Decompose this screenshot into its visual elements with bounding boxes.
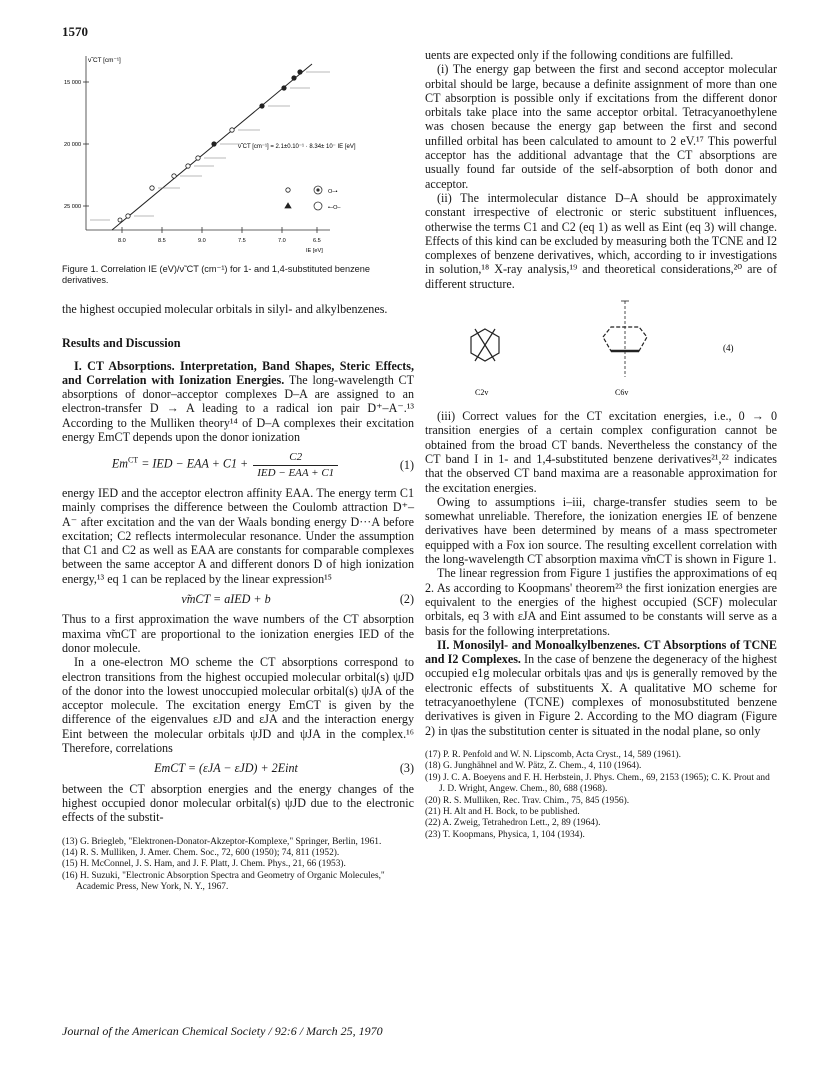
complex-structures	[425, 299, 777, 399]
x-tick-label: 9.0	[198, 238, 206, 244]
equation-number: (3)	[399, 761, 414, 776]
references-left	[62, 837, 414, 894]
equation-1	[62, 450, 414, 480]
paragraph: (ii) The intermolecular distance D–A should be approximately constant irrespective of electronic or steric substituent influences, otherwise the terms C1 and C2 (eq 1) as well as Eint (eq 3) will change. Effects of this kind can be excluded by measuring both the TCNE and I2 complexes of benzene derivatives, which, according to ir investigations in solution,¹⁸ X-ray analysis,¹⁹ and theoretical considerations,²⁰ are of different structure.	[425, 190, 777, 291]
data-point	[126, 214, 130, 218]
left-column	[62, 48, 414, 894]
reference: (22) A. Zweig, Tetrahedron Lett., 2, 89 (1964).	[425, 818, 601, 829]
x-tick-label: 7.5	[238, 238, 246, 244]
legend-label: •–O–	[328, 205, 341, 211]
paragraph: (i) The energy gap between the first and second acceptor molecular orbital should be large, because a definite assignment of more than one CT absorption is possible only if excitations from the different donor orbitals take place into the same acceptor orbital. Tetracyanoethylene was chosen because the energy gap between the first and second unfilled orbital has been calculated to amount to 2 eV.¹⁷ This powerful acceptor has the additional advantage that the CT absorptions are usually found far outside of the self-absorption of both donor and acceptor.	[425, 62, 777, 191]
legend-label: O–•	[328, 189, 338, 195]
equation-3	[62, 761, 414, 775]
paragraph	[62, 359, 414, 445]
equation-text: C2	[253, 450, 338, 465]
section-title: Results and Discussion	[62, 336, 181, 351]
legend-symbol	[314, 202, 322, 210]
right-column	[425, 48, 777, 841]
paragraph: Thus to a first approximation the wave numbers of the CT absorption maxima ν̃mCT are proportional to the ionization energies IED of the donor molecule.	[62, 612, 414, 655]
equation-text: ν̃mCT = aIED + b	[181, 592, 271, 607]
paragraph: uents are expected only if the following conditions are fulfilled.	[425, 48, 734, 62]
paragraph: energy IED and the acceptor electron affinity EAA. The energy term C1 mainly comprises the difference between the Coulomb attraction D⁺–A⁻ after excitation and the van der Waals bonding energy D···A before excitation; C2 reflects intermolecular resonance. Under the assumption that C1 and C2 as well as EAA are constants for comparable complexes between the same acceptor A and different donors D of high ionization energy,¹³ eq 1 can be replaced by the linear expression¹⁵	[62, 485, 414, 586]
equation-text: IED − EAA + C1	[257, 466, 335, 479]
data-point	[260, 104, 264, 108]
y-tick-label: 25 000	[64, 204, 82, 210]
regression-equation: ν̃ CT [cm⁻¹] = 2.1±0.10⁻¹ · 8.34± 10⁻ IE [eV]	[238, 144, 356, 150]
x-axis-label: IE [eV]	[306, 248, 323, 254]
equation-text: EmCT = (εJA − εJD) + 2Eint	[154, 761, 298, 776]
x-tick-label: 7.0	[278, 238, 286, 244]
equation-number: (4)	[723, 343, 734, 354]
equation-number: (2)	[399, 592, 414, 607]
paragraph: Owing to assumptions i–iii, charge-transfer studies seem to be somewhat unreliable. Therefore, the ionization energies IE of benzene derivatives have been determined by means of a mass spectrometer equipped with a Fox ion source. The resulting excellent correlation with the long-wavelength CT absorption maxima ν̃mCT is shown in Figure 1.	[425, 494, 777, 567]
data-point	[172, 174, 176, 178]
data-point	[118, 218, 122, 222]
y-axis-label: ν̃ CT [cm⁻¹]	[88, 57, 121, 64]
journal-footer: Journal of the American Chemical Society / 92:6 / March 25, 1970	[62, 1024, 383, 1038]
paragraph-text: In the case of benzene the degeneracy of the highest occupied e1g molecular orbitals ψas and ψs is generally removed by the electronic effects of substituents X. A qualitative MO scheme for tetracyanoethylene (TCNE) complexes of monosubstituted benzene derivatives is given in Figure 2. According to the MO diagram (Figure 2) in ψas the substitution center is situated in the nodal plane, so only	[425, 652, 777, 738]
paragraph-text: The long-wavelength CT absorptions of donor–acceptor complexes D–A are assigned to an electron-transfer D → A leading to a radical ion pair D⁺–A⁻.¹³ According to the Mulliken theory¹⁴ of D–A complexes their excitation energy EmCT depends upon the donor ionization	[62, 372, 415, 445]
data-point	[282, 86, 286, 90]
x-tick-label: 6.5	[313, 238, 321, 244]
x-tick-label: 8.5	[158, 238, 166, 244]
subsection-title: II. Monosilyl- and Monoalkylbenzenes. CT Absorptions of TCNE and I2 Complexes.	[425, 637, 777, 667]
paragraph: (iii) Correct values for the CT excitation energies, i.e., 0 → 0 transition energies of a certain complex configuration cannot be obtained from the broad CT bands. Nevertheless the constancy of the CT band I in 1- and 1,4-substituted benzene derivatives²¹,²² indicates that the observed CT band maxima are a reasonable approximation for the excitation energies.	[425, 409, 777, 495]
references-right	[425, 750, 777, 841]
reference: (18) G. Junghähnel and W. Pätz, Z. Chem., 4, 110 (1964).	[425, 761, 642, 772]
paragraph: In a one-electron MO scheme the CT absorptions correspond to electron transitions from the highest occupied molecular orbital(s) ψJD of the donor into the lowest unoccupied molecular orbital(s) ψJA of the acceptor molecule. The excitation energy EmCT is given by the difference of the eigenvalues εJD and εJA and the interaction energy Eint between the molecular orbitals ψJD and ψJA in the complex.¹⁶ Therefore, correlations	[62, 655, 414, 756]
data-point	[286, 188, 290, 192]
reference: (14) R. S. Mulliken, J. Amer. Chem. Soc., 72, 600 (1950); 74, 811 (1952).	[62, 847, 340, 858]
data-point	[292, 76, 296, 80]
equation-text: CT	[127, 455, 139, 465]
subsection-title: I. CT Absorptions. Interpretation, Band Shapes, Steric Effects, and Correlation with Ionization Energies.	[62, 358, 414, 387]
figure-1	[62, 48, 414, 258]
reference: (16) H. Suzuki, "Electronic Absorption Spectra and Geometry of Organic Molecules," Academic Press, New York, N. Y., 1967.	[62, 870, 385, 893]
structure-diagram	[425, 299, 777, 399]
equation-2	[62, 592, 414, 606]
data-point	[212, 142, 216, 146]
y-tick-label: 20 000	[64, 142, 82, 148]
structure-label: C2v	[475, 388, 489, 398]
page-number: 1570	[62, 24, 88, 39]
structure-label: C6v	[615, 388, 629, 398]
reference: (23) T. Koopmans, Physica, 1, 104 (1934).	[425, 829, 585, 840]
paragraph	[425, 638, 777, 738]
reference: (19) J. C. A. Boeyens and F. H. Herbstein, J. Phys. Chem., 69, 2153 (1965); C. K. Prout and J. D. Wright, Angew. Chem., 80, 688 (1968).	[425, 772, 770, 795]
data-point	[196, 156, 200, 160]
paragraph: The linear regression from Figure 1 justifies the approximations of eq 2. As according to Koopmans' theorem²³ the first ionization energies are equivalent to the energies of the highest occupied (SCF) molecular orbitals, eq 3 with εJA and Eint assumed to be constants will serve as a basis for the following interpretations.	[425, 566, 777, 638]
reference: (21) H. Alt and H. Bock, to be published.	[425, 806, 580, 817]
x-tick-label: 8.0	[118, 238, 126, 244]
reference: (17) P. R. Penfold and W. N. Lipscomb, Acta Cryst., 14, 589 (1961).	[425, 749, 681, 760]
correlation-plot	[62, 48, 414, 258]
data-point	[230, 128, 234, 132]
reference: (13) G. Briegleb, "Elektronen-Donator-Akzeptor-Komplexe," Springer, Berlin, 1961.	[62, 836, 382, 847]
reference: (20) R. S. Mulliken, Rec. Trav. Chim., 75, 845 (1956).	[425, 795, 630, 806]
equation-number: (1)	[399, 458, 414, 473]
equation-text: = IED − EAA + C1 +	[138, 456, 252, 471]
data-point	[186, 164, 190, 168]
data-point	[150, 186, 154, 190]
data-point	[298, 70, 302, 74]
equation-text: Em	[111, 456, 128, 471]
figure-caption: Figure 1. Correlation IE (eV)/ν̃ CT (cm⁻¹) for 1- and 1,4-substituted benzene derivatives.	[62, 264, 370, 285]
y-tick-label: 15 000	[64, 80, 82, 86]
data-point	[285, 203, 291, 208]
paragraph: the highest occupied molecular orbitals in silyl- and alkylbenzenes.	[62, 302, 388, 316]
reference: (15) H. McConnel, J. S. Ham, and J. F. Platt, J. Chem. Phys., 21, 66 (1953).	[62, 859, 346, 870]
legend-symbol	[316, 188, 319, 191]
paragraph: between the CT absorption energies and the energy changes of the highest occupied donor molecular orbital(s) ψJD due to the electronic effects of the substit-	[62, 781, 414, 825]
